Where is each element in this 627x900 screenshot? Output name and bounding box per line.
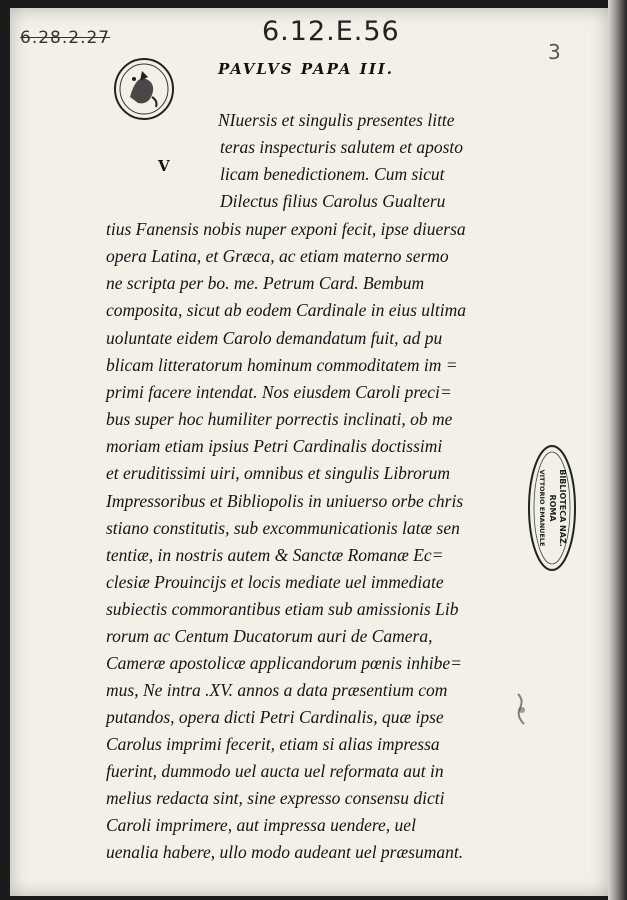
text-line: Carolus imprimi fecerit, etiam si alias impressa: [106, 734, 440, 754]
text-line: blicam litteratorum hominum commoditatem im =: [106, 355, 458, 375]
text-line: moriam etiam ipsius Petri Cardinalis doctissimi: [106, 436, 443, 456]
text-line: clesiæ Prouincijs et locis mediate uel immediate: [106, 572, 444, 592]
page-edge-shadow: [608, 0, 627, 900]
text-line: NIuersis et singulis presentes litte: [218, 110, 455, 130]
text-line: Dilectus filius Carolus Gualteru: [220, 191, 446, 211]
text-line: Caroli imprimere, aut impressa uendere, uel: [106, 815, 416, 835]
text-line: bus super hoc humiliter porrectis inclinati, ob me: [106, 409, 453, 429]
text-line: teras inspecturis salutem et aposto: [220, 137, 464, 157]
text-line: subiectis commorantibus etiam sub amissionis Lib: [106, 599, 459, 619]
text-line: Impressoribus et Bibliopolis in uniuerso orbe chris: [106, 491, 464, 511]
folio-number: 3: [548, 40, 561, 64]
stamp-text-line-1: BIBLIOTECA NAZ.: [558, 469, 567, 547]
struck-shelfmark: 6.28.2.27: [20, 28, 111, 48]
library-stamp-icon: [526, 442, 578, 574]
text-line: mus, Ne intra .XV. annos a data præsentium com: [106, 680, 448, 700]
stamp-text-line-2: ROMA: [548, 494, 557, 522]
library-seal-icon: [112, 57, 176, 121]
text-line: Cameræ apostolicæ applicandorum pœnis inhibe=: [106, 653, 462, 673]
text-line: ne scripta per bo. me. Petrum Card. Bembum: [106, 273, 425, 293]
shelfmark: 6.12.E.56: [262, 16, 400, 47]
decorated-initial: V: [158, 157, 170, 175]
text-line: melius redacta sint, sine expresso consensu dicti: [106, 788, 445, 808]
ink-smudge: [512, 690, 532, 730]
document-heading: PAVLVS PAPA III.: [218, 60, 394, 78]
text-line: opera Latina, et Græca, ac etiam materno sermo: [106, 246, 449, 266]
text-line: tentiæ, in nostris autem & Sanctæ Romanæ Ec=: [106, 545, 444, 565]
text-line: uoluntate eidem Carolo demandatum fuit, ad pu: [106, 328, 443, 348]
text-line: putandos, opera dicti Petri Cardinalis, quæ ipse: [106, 707, 444, 727]
text-line: licam benedictionem. Cum sicut: [220, 164, 445, 184]
text-line: uenalia habere, ullo modo audeant uel præsumant.: [106, 842, 464, 862]
stamp-text-line-3: VITTORIO EMANUELE: [538, 469, 546, 547]
text-line: composita, sicut ab eodem Cardinale in eius ultima: [106, 300, 467, 320]
text-line: primi facere intendat. Nos eiusdem Caroli preci=: [106, 382, 452, 402]
text-line: et eruditissimi uiri, omnibus et singulis Librorum: [106, 463, 451, 483]
text-line: tius Fanensis nobis nuper exponi fecit, ipse diuersa: [106, 219, 466, 239]
text-line: fuerint, dummodo uel aucta uel reformata aut in: [106, 761, 444, 781]
text-line: stiano constitutis, sub excommunicationis latæ sen: [106, 518, 460, 538]
text-line: rorum ac Centum Ducatorum auri de Camera,: [106, 626, 433, 646]
